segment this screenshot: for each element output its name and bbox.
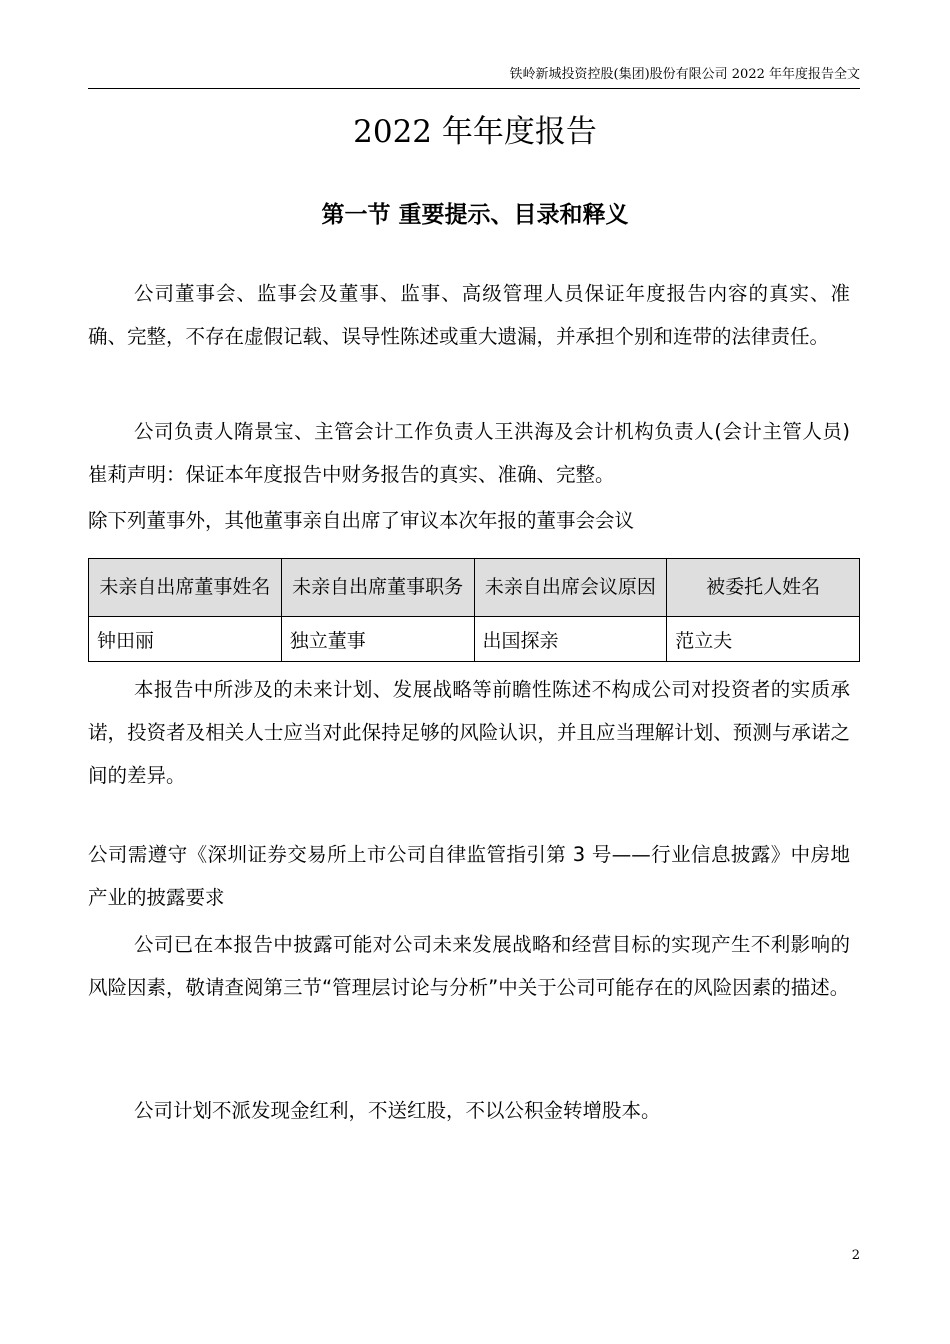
cell-reason: 出国探亲	[474, 617, 667, 662]
running-header	[88, 66, 860, 89]
paragraph-risk-factors: 公司已在本报告中披露可能对公司未来发展战略和经营目标的实现产生不利影响的风险因素，敬请查阅第三节“管理层讨论与分析”中关于公司可能存在的风险因素的描述。	[88, 933, 850, 999]
paragraph-forward-looking: 本报告中所涉及的未来计划、发展战略等前瞻性陈述不构成公司对投资者的实质承诺，投资者及相关人士应当对此保持足够的风险认识，并且应当理解计划、预测与承诺之间的差异。	[88, 678, 850, 787]
report-title: 2022 年年度报告	[353, 114, 597, 150]
header-absent-reason: 未亲自出席会议原因	[474, 559, 667, 617]
paragraph-declaration: 公司负责人隋景宝、主管会计工作负责人王洪海及会计机构负责人(会计主管人员)崔莉声明：保证本年度报告中财务报告的真实、准确、完整。	[88, 420, 850, 486]
table-header-row	[89, 559, 860, 617]
cell-position: 独立董事	[281, 617, 474, 662]
paragraph-dividend-plan: 公司计划不派发现金红利，不送红股，不以公积金转增股本。	[134, 1099, 661, 1122]
absent-directors-table	[88, 558, 860, 662]
paragraph-responsibility: 公司董事会、监事会及董事、监事、高级管理人员保证年度报告内容的真实、准确、完整，不存在虚假记载、误导性陈述或重大遗漏，并承担个别和连带的法律责任。	[88, 282, 850, 348]
paragraph-disclosure-requirement: 公司需遵守《深圳证券交易所上市公司自律监管指引第 3 号——行业信息披露》中房地产业的披露要求	[88, 843, 850, 909]
header-absent-position: 未亲自出席董事职务	[281, 559, 474, 617]
paragraph-attendance: 除下列董事外，其他董事亲自出席了审议本次年报的董事会会议	[88, 509, 635, 532]
page-number: 2	[851, 1248, 860, 1263]
table-row	[89, 617, 860, 662]
running-title: 铁岭新城投资控股(集团)股份有限公司 2022 年年度报告全文	[509, 67, 860, 82]
header-proxy-name: 被委托人姓名	[667, 559, 860, 617]
section-heading: 第一节 重要提示、目录和释义	[321, 202, 629, 228]
cell-name: 钟田丽	[89, 617, 282, 662]
cell-proxy: 范立夫	[667, 617, 860, 662]
header-absent-name: 未亲自出席董事姓名	[89, 559, 282, 617]
